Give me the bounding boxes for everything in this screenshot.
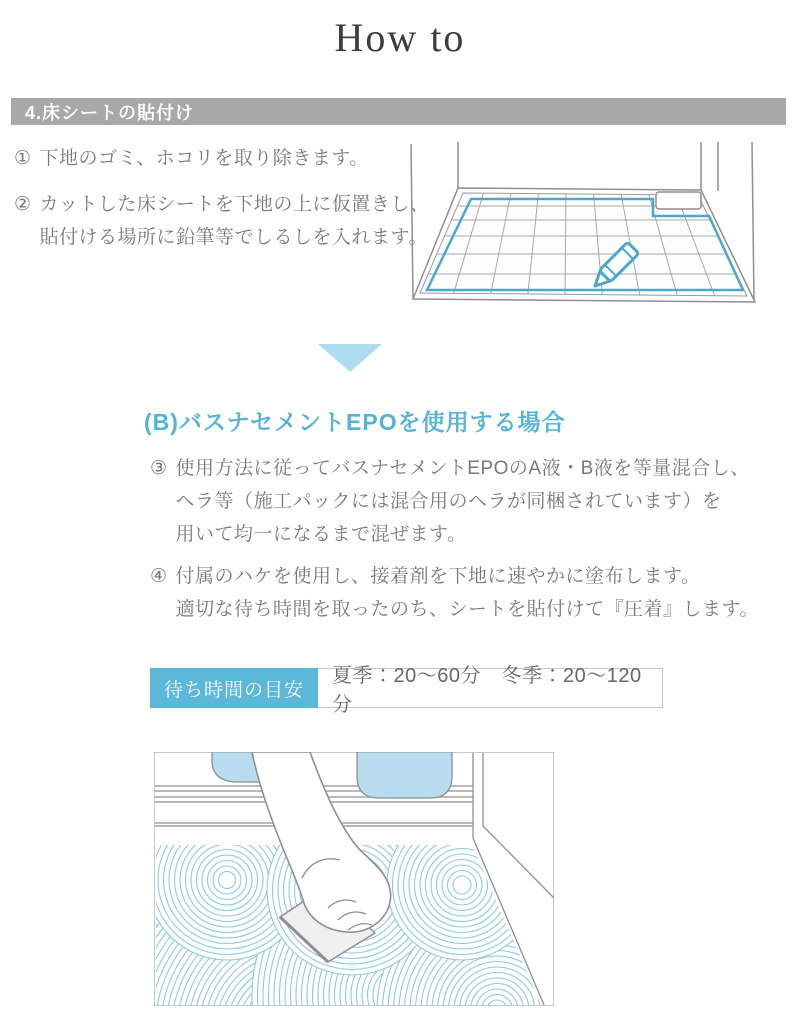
step-3-text-line1: 使用方法に従ってバスナセメントEPOのA液・B液を等量混合し、 xyxy=(175,458,750,479)
step-1 xyxy=(14,142,369,175)
case-b-heading: (B)バスナセメントEPOを使用する場合 xyxy=(144,409,566,435)
page-title: How to xyxy=(334,15,466,60)
adhesive-spreading-illustration xyxy=(152,750,556,1008)
step-1-text: 下地のゴミ、ホコリを取り除きます。 xyxy=(39,148,369,169)
floor-marking-illustration xyxy=(403,142,765,312)
step-4 xyxy=(150,560,759,626)
step-3-number: ③ xyxy=(150,458,168,479)
step-4-number: ④ xyxy=(150,566,168,587)
step-2-text-line2: 貼付ける場所に鉛筆等でしるしを入れます。 xyxy=(39,227,429,248)
step-2-text-line1: カットした床シートを下地の上に仮置きし、 xyxy=(39,194,430,215)
step-4-text-line1: 付属のハケを使用し、接着剤を下地に速やかに塗布します。 xyxy=(175,566,701,587)
step-2 xyxy=(14,188,429,254)
section-header xyxy=(11,98,786,125)
step-1-number: ① xyxy=(14,148,32,169)
wait-time-label: 待ち時間の目安 xyxy=(150,668,318,708)
step-3-text-line2: ヘラ等（施工パックには混合用のヘラが同梱されています）を xyxy=(175,491,722,512)
section-title: 4.床シートの貼付け xyxy=(25,102,195,123)
floor-panel xyxy=(656,192,701,209)
step-4-text-line2: 適切な待ち時間を取ったのち、シートを貼付けて『圧着』します。 xyxy=(175,599,760,620)
blue-basin-right xyxy=(357,750,452,798)
down-arrow-icon xyxy=(318,344,382,372)
wait-time-box xyxy=(150,665,663,716)
step-3 xyxy=(150,452,750,551)
step-3-text-line3: 用いて均一になるまで混ぜます。 xyxy=(175,524,467,545)
step-2-number: ② xyxy=(14,194,32,215)
wait-time-value: 夏季：20～60分 冬季：20～120分 xyxy=(318,668,663,708)
